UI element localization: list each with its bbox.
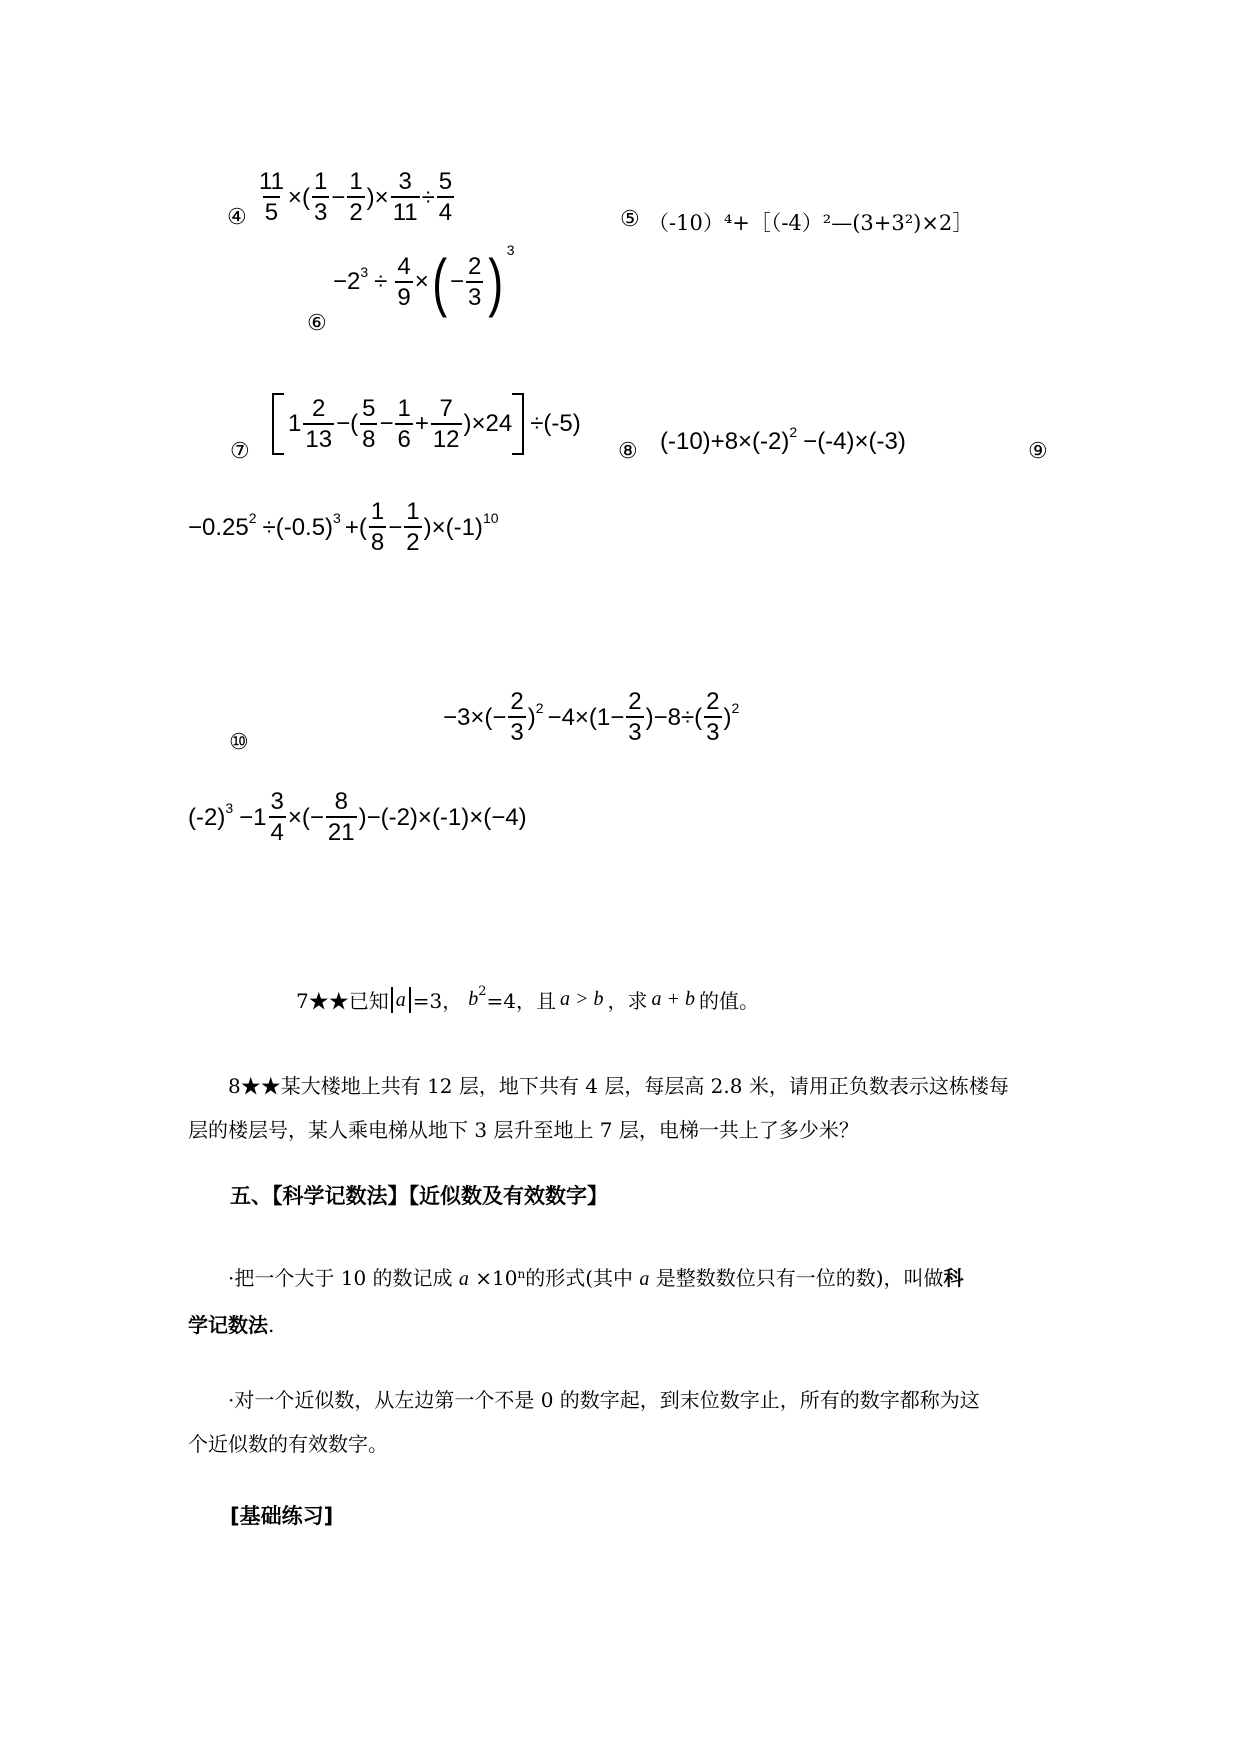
right-paren: ) [488,246,504,318]
frac-num: 1 [313,168,328,195]
frac-den: 3 [312,196,329,225]
problem-9-marker: ⑨ [1028,439,1048,464]
exponent: 2 [248,509,257,526]
expression: a + b [651,988,695,1010]
frac-num: 3 [398,168,412,195]
op: ÷ [421,183,435,211]
frac-num: 2 [510,688,524,715]
op: )−8÷( [645,703,703,731]
frac-den: 4 [437,196,454,225]
question-8 [188,1064,1058,1152]
problem-9-expression [188,500,499,555]
frac-den: 9 [395,281,412,310]
frac-den: 6 [395,423,412,452]
op: ÷ [374,268,388,295]
frac-num: 5 [438,168,453,195]
frac-den: 3 [466,281,483,310]
problem-5-marker: ⑤ [620,207,640,232]
op: − [379,410,394,437]
frac-num: 1 [370,498,385,525]
period: . [268,1313,275,1337]
question-7 [296,985,759,1014]
op: ÷(-5) [530,410,581,437]
op: + [414,410,429,437]
exponent: 3 [506,242,515,258]
frac-den: 8 [369,526,386,555]
op: − [331,183,346,211]
definition-line2: 个近似数的有效数字。 [188,1432,388,1456]
frac-num: 2 [628,688,642,715]
frac-num: 1 [349,168,363,195]
problem-10-expression [443,690,739,745]
term: −2 [333,268,361,295]
problem-8-expression [660,424,906,456]
problem-7-expression [272,393,581,455]
op: −4×(1− [547,703,625,731]
term: (-2) [188,803,226,831]
question-8-line2: 层的楼层号，某人乘电梯从地下 3 层升至地上 7 层，电梯一共上了多少米？ [188,1118,859,1142]
op: ) [527,703,536,731]
op: ×( [287,183,310,211]
frac-den: 12 [431,423,462,452]
frac-den: 3 [626,716,643,745]
op: )×(-1) [423,513,483,541]
frac-den: 21 [326,816,357,845]
op: × [414,268,429,295]
term: ÷(-0.5) [262,513,334,541]
var-a: a [639,1268,650,1290]
exponent: 10 [482,509,499,526]
problem-4-marker: ④ [227,205,247,230]
var-a: a [458,1268,469,1290]
term: −(-4)×(-3) [803,428,906,455]
frac-num: 2 [312,394,326,422]
frac-num: 1 [406,498,420,525]
left-bracket [272,393,284,455]
right-bracket [512,393,524,455]
question-7-lead: 7★★已知 [296,989,389,1013]
problem-6-marker: ⑥ [307,311,327,336]
var-b: b [468,988,479,1010]
term: −1 [239,803,267,831]
frac-den: 2 [404,526,421,555]
frac-num: 1 [397,394,411,422]
op: −( [336,410,359,437]
text: =4，且 [486,989,556,1013]
frac-den: 11 [391,196,420,225]
op: +( [344,513,367,541]
exponent: 2 [478,984,487,999]
text: 的形式(其中 [525,1266,640,1290]
op: )× [366,183,389,211]
frac-num: 3 [270,788,284,815]
text: ，求 [607,989,648,1013]
text: =3， [412,989,463,1013]
frac-den: 3 [508,716,525,745]
exponent: 2 [731,699,740,716]
frac-num: 5 [362,394,376,422]
problem-7-marker: ⑦ [230,439,250,464]
op: )×24 [463,410,513,437]
problem-10-marker: ⑩ [229,730,249,755]
problem-4-expression [255,170,456,225]
frac-den: 2 [347,196,364,225]
term: (-10)+8×(-2) [660,428,790,455]
left-paren: ( [431,246,447,318]
question-8-line1: 8★★某大楼地上共有 12 层，地下共有 4 层，每层高 2.8 米，请用正负数表示这栋楼每 [228,1074,1009,1098]
problem-11-expression [188,790,527,845]
frac-num: 4 [397,252,411,280]
term: −3×(− [443,703,507,731]
frac-den: 4 [269,816,286,845]
exponent: 2 [789,424,798,440]
text: 的值。 [698,989,759,1013]
exponent: 3 [225,799,234,816]
frac-den: 3 [704,716,721,745]
definition-significant-figures [188,1378,1058,1466]
problem-6-expression [333,242,515,318]
frac-den: 5 [263,196,280,225]
op: − [450,268,465,295]
term: −0.25 [188,513,249,541]
condition: a > b [559,988,604,1010]
op: ) [723,703,732,731]
frac-num: 11 [259,168,284,195]
frac-den: 8 [360,423,377,452]
bold-term: 学记数法 [188,1313,268,1337]
exponent: 2 [535,699,544,716]
frac-num: 2 [468,252,482,280]
definition-line1: ·对一个近似数，从左边第一个不是 0 的数字起，到末位数字止，所有的数字都称为这 [228,1388,980,1412]
frac-num: 7 [439,394,453,422]
abs-a: a [391,987,411,1013]
exponent: 3 [333,509,341,526]
op: )−(-2)×(-1)×(−4) [358,803,527,831]
problem-8-marker: ⑧ [618,439,638,464]
exponent: 3 [360,264,369,280]
term: 1 [288,410,302,437]
basic-practice-heading: [基础练习] [230,1504,334,1528]
bold-term: 科 [943,1266,964,1290]
op: ×(− [287,803,324,831]
definition-scientific-notation [188,1256,1058,1347]
frac-num: 2 [706,688,720,715]
exponent: n [517,1267,526,1281]
problem-5-expression: （-10）⁴+［（-4）²—(3+3²)×2］ [648,211,974,235]
text: ×10 [468,1266,518,1290]
frac-den: 13 [303,423,334,452]
text: 是整数数位只有一位的数)，叫做 [649,1266,944,1290]
frac-num: 8 [334,788,348,815]
section-heading: 五、【科学记数法】【近似数及有效数字】 [230,1184,608,1208]
text: ·把一个大于 10 的数记成 [228,1266,459,1290]
op: − [388,513,403,541]
